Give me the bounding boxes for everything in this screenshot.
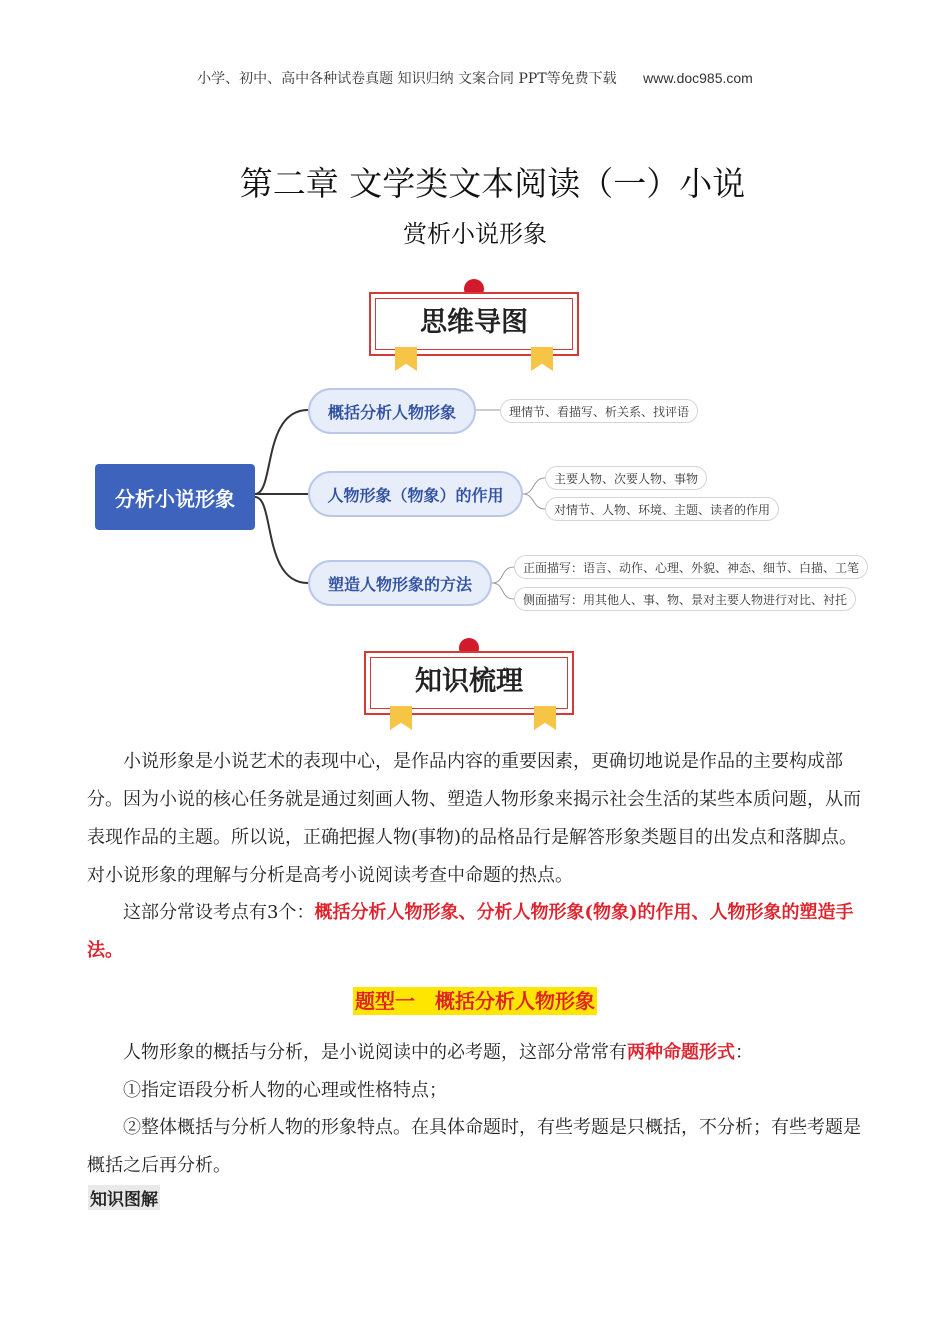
mindmap-banner bbox=[369, 287, 581, 367]
section-title bbox=[0, 985, 950, 1014]
form-item-1: ①指定语段分析人物的心理或性格特点； bbox=[123, 1080, 447, 1101]
header-url[interactable]: www.doc985.com bbox=[643, 70, 753, 86]
intro-paragraph: 小说形象是小说艺术的表现中心，是作品内容的重要因素，更确切地说是作品的主要构成部分。因为小说的核心任务就是通过刻画人物、塑造人物形象来揭示社会生活的某些本质问题，从而表现作品的主题。所以说，正确把握人物(事物)的品格品行是解答形象类题目的出发点和落脚点。对小说形象的理解与分析是高考小说阅读考查中命题的热点。 bbox=[87, 751, 861, 886]
form-item-2: ②整体概括与分析人物的形象特点。在具体命题时，有些考题是只概括，不分析；有些考题是概括之后再分析。 bbox=[87, 1117, 861, 1176]
banner-title: 知识梳理 bbox=[415, 666, 523, 697]
ribbon-icon bbox=[531, 347, 553, 371]
banner-title: 思维导图 bbox=[420, 307, 528, 338]
ribbon-icon bbox=[395, 347, 417, 371]
exam-points-paragraph bbox=[87, 894, 863, 970]
question-form-highlight: 两种命题形式 bbox=[627, 1042, 735, 1063]
question-form-paragraph bbox=[87, 1034, 863, 1072]
header-text: 小学、初中、高中各种试卷真题 知识归纳 文案合同 PPT等免费下载 bbox=[197, 71, 617, 87]
mindmap-leaf: 对情节、人物、环境、主题、读者的作用 bbox=[545, 497, 779, 521]
knowledge-diagram-label: 知识图解 bbox=[88, 1185, 160, 1210]
mindmap-branch: 塑造人物形象的方法 bbox=[308, 560, 492, 606]
page-header bbox=[0, 68, 950, 88]
chapter-title: 第二章 文学类文本阅读（一）小说 bbox=[239, 164, 746, 203]
connector-line bbox=[523, 478, 545, 509]
mindmap-leaf: 主要人物、次要人物、事物 bbox=[545, 466, 707, 490]
mindmap-root: 分析小说形象 bbox=[95, 464, 255, 530]
exam-points-lead: 这部分常设考点有3个： bbox=[123, 902, 315, 923]
question-form-end: ： bbox=[735, 1042, 753, 1063]
exam-points-highlight: 概括分析人物形象、分析人物形象(物象)的作用、人物形象的塑造手法。 bbox=[87, 902, 854, 961]
connector-line bbox=[492, 567, 514, 599]
mindmap bbox=[0, 380, 950, 620]
ribbon-icon bbox=[534, 706, 556, 730]
connector-line bbox=[255, 410, 308, 494]
mindmap-leaf: 理情节、看描写、析关系、找评语 bbox=[500, 399, 698, 423]
ribbon-icon bbox=[390, 706, 412, 730]
mindmap-branch: 概括分析人物形象 bbox=[308, 388, 476, 434]
chapter-subtitle: 赏析小说形象 bbox=[403, 220, 547, 248]
connector-line bbox=[255, 497, 308, 583]
mindmap-leaf: 侧面描写：用其他人、事、物、景对主要人物进行对比、衬托 bbox=[514, 587, 856, 611]
mindmap-leaf: 正面描写：语言、动作、心理、外貌、神态、细节、白描、工笔 bbox=[514, 555, 868, 579]
section-title-text: 题型一 概括分析人物形象 bbox=[355, 989, 595, 1013]
knowledge-banner bbox=[364, 646, 576, 726]
mindmap-branch: 人物形象（物象）的作用 bbox=[308, 471, 523, 517]
question-form-lead: 人物形象的概括与分析，是小说阅读中的必考题，这部分常常有 bbox=[123, 1042, 627, 1063]
